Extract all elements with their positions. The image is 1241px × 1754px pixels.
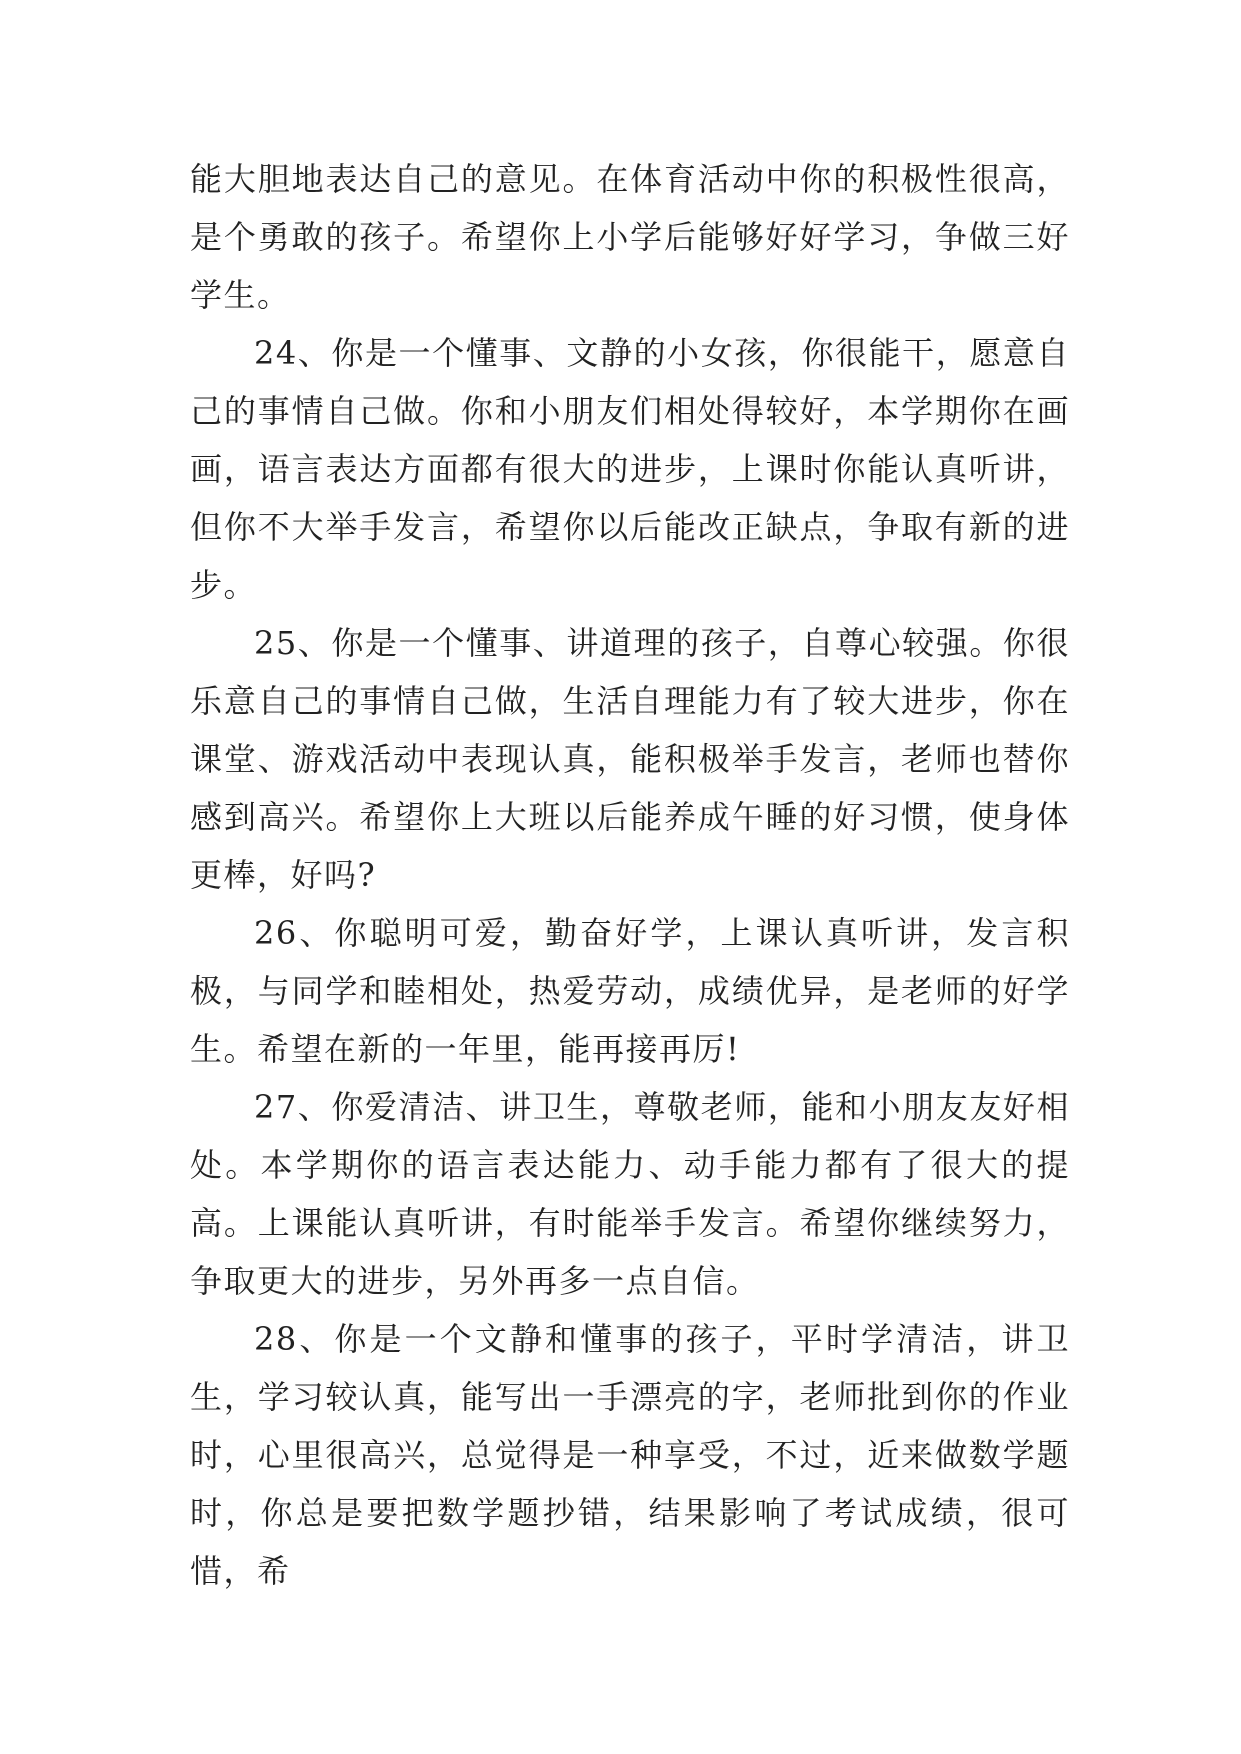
paragraph-comment-28: 28、你是一个文静和懂事的孩子，平时学清洁，讲卫生，学习较认真，能写出一手漂亮的字，老师批到你的作业时，心里很高兴，总觉得是一种享受，不过，近来做数学题时，你总是要把数学题抄错，结果影响了考试成绩，很可惜，希 [190,1320,1070,1590]
paragraph-comment-27: 27、你爱清洁、讲卫生，尊敬老师，能和小朋友友好相处。本学期你的语言表达能力、动手能力都有了很大的提高。上课能认真听讲，有时能举手发言。希望你继续努力，争取更大的进步，另外再多一点自信。 [190,1088,1070,1300]
paragraph-comment-25: 25、你是一个懂事、讲道理的孩子，自尊心较强。你很乐意自己的事情自己做，生活自理能力有了较大进步，你在课堂、游戏活动中表现认真，能积极举手发言，老师也替你感到高兴。希望你上大班以后能养成午睡的好习惯，使身体更棒，好吗? [190,624,1070,894]
document-body [190,150,1070,1600]
paragraph-continued: 能大胆地表达自己的意见。在体育活动中你的积极性很高，是个勇敢的孩子。希望你上小学后能够好好学习，争做三好学生。 [190,160,1070,314]
paragraph-comment-26: 26、你聪明可爱，勤奋好学，上课认真听讲，发言积极，与同学和睦相处，热爱劳动，成绩优异，是老师的好学生。希望在新的一年里，能再接再厉! [190,914,1070,1068]
paragraph-comment-24: 24、你是一个懂事、文静的小女孩，你很能干，愿意自己的事情自己做。你和小朋友们相处得较好，本学期你在画画，语言表达方面都有很大的进步，上课时你能认真听讲，但你不大举手发言，希望你以后能改正缺点，争取有新的进步。 [190,334,1070,604]
